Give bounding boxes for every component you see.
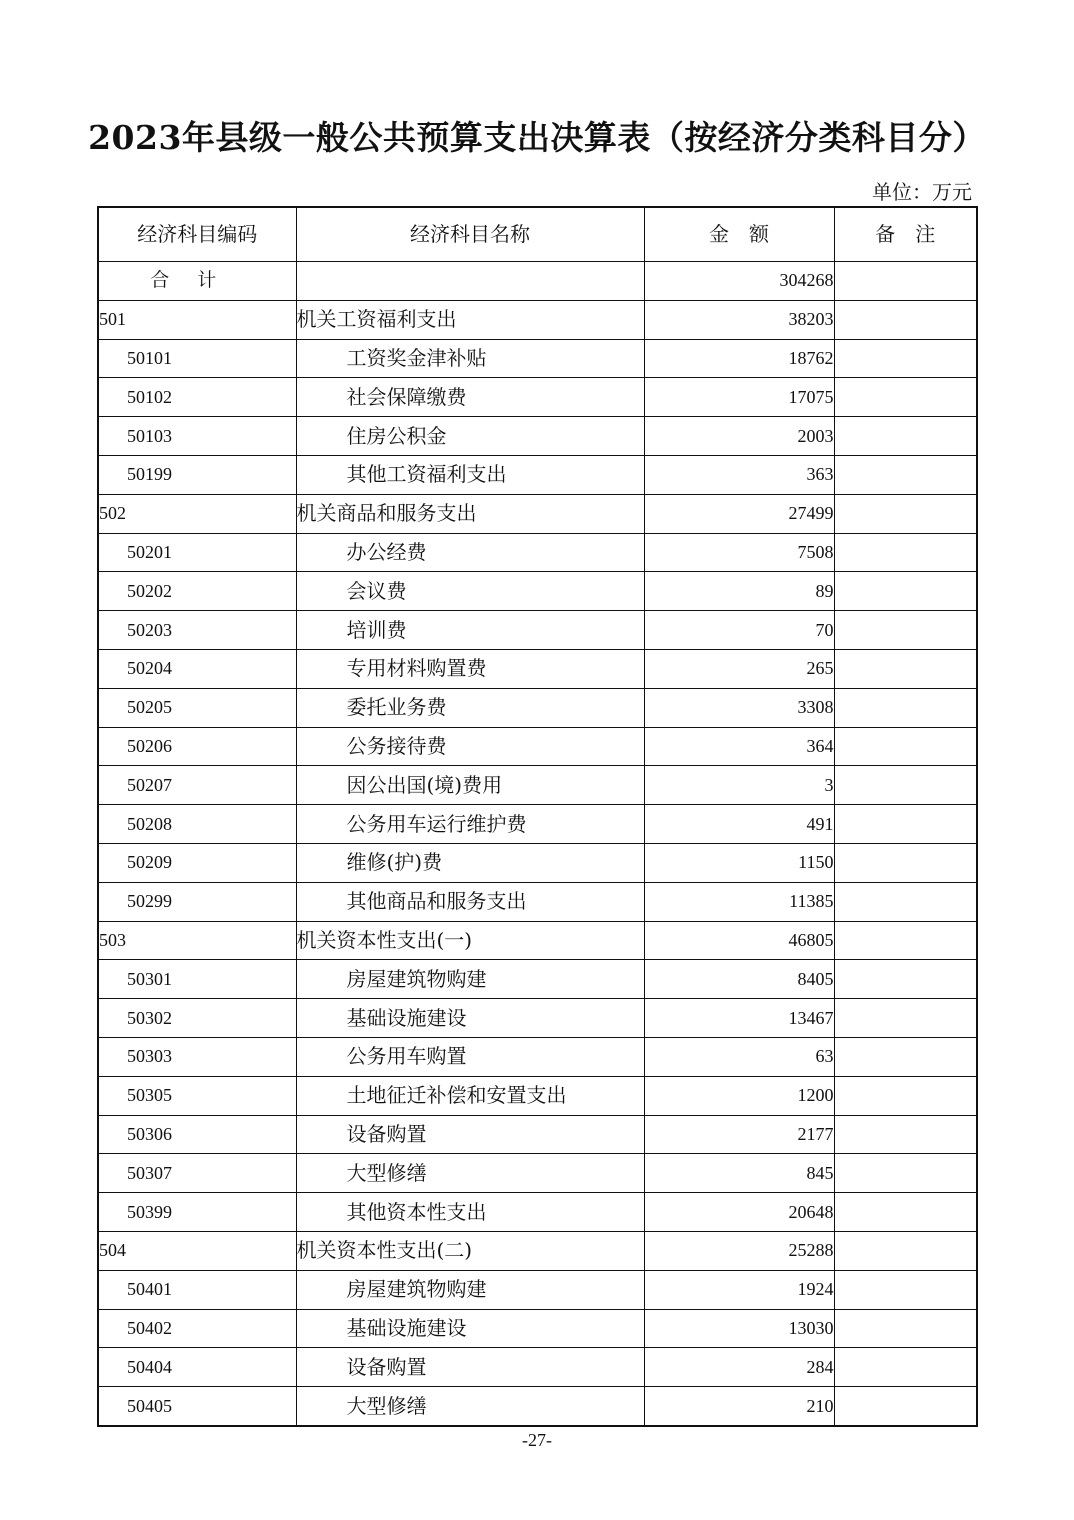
table-row (98, 960, 977, 999)
row-amount: 1924 (644, 1270, 834, 1309)
row-name: 机关商品和服务支出 (296, 494, 644, 533)
table-row (98, 727, 977, 766)
row-code: 50303 (98, 1037, 296, 1076)
row-amount: 210 (644, 1387, 834, 1426)
row-name: 公务用车运行维护费 (296, 805, 644, 844)
row-name: 办公经费 (296, 533, 644, 572)
total-label: 合计 (98, 262, 296, 301)
row-name: 专用材料购置费 (296, 649, 644, 688)
row-code: 50199 (98, 455, 296, 494)
row-amount: 13030 (644, 1309, 834, 1348)
table-row (98, 572, 977, 611)
row-code: 50306 (98, 1115, 296, 1154)
row-name: 机关工资福利支出 (296, 300, 644, 339)
row-amount: 265 (644, 649, 834, 688)
row-code: 50208 (98, 805, 296, 844)
row-note (834, 417, 977, 456)
column-header-amount: 金 额 (644, 207, 834, 262)
row-name: 维修(护)费 (296, 843, 644, 882)
row-code: 50201 (98, 533, 296, 572)
row-amount: 2003 (644, 417, 834, 456)
row-code: 50405 (98, 1387, 296, 1426)
row-note (834, 805, 977, 844)
total-name-cell (296, 262, 644, 301)
row-code: 50204 (98, 649, 296, 688)
row-note (834, 999, 977, 1038)
table-row (98, 1270, 977, 1309)
row-amount: 364 (644, 727, 834, 766)
row-name: 住房公积金 (296, 417, 644, 456)
row-amount: 491 (644, 805, 834, 844)
row-name: 因公出国(境)费用 (296, 766, 644, 805)
total-row (98, 262, 977, 301)
row-code: 50307 (98, 1154, 296, 1193)
row-amount: 1200 (644, 1076, 834, 1115)
total-amount: 304268 (644, 262, 834, 301)
table-row (98, 1348, 977, 1387)
row-code: 50206 (98, 727, 296, 766)
row-note (834, 1193, 977, 1232)
row-note (834, 455, 977, 494)
row-name: 机关资本性支出(二) (296, 1231, 644, 1270)
row-note (834, 843, 977, 882)
table-row (98, 494, 977, 533)
table-row (98, 843, 977, 882)
row-amount: 20648 (644, 1193, 834, 1232)
row-name: 设备购置 (296, 1348, 644, 1387)
expenditure-table (97, 206, 978, 1427)
row-note (834, 339, 977, 378)
row-name: 房屋建筑物购建 (296, 1270, 644, 1309)
row-amount: 11385 (644, 882, 834, 921)
row-note (834, 378, 977, 417)
row-name: 会议费 (296, 572, 644, 611)
row-code: 501 (98, 300, 296, 339)
table-row (98, 999, 977, 1038)
page-title: 2023年县级一般公共预算支出决算表（按经济分类科目分） (88, 118, 986, 157)
table-row (98, 1387, 977, 1426)
row-name: 其他工资福利支出 (296, 455, 644, 494)
table-row (98, 805, 977, 844)
column-header-name: 经济科目名称 (296, 207, 644, 262)
row-amount: 38203 (644, 300, 834, 339)
row-code: 50399 (98, 1193, 296, 1232)
row-amount: 17075 (644, 378, 834, 417)
row-code: 50302 (98, 999, 296, 1038)
row-code: 502 (98, 494, 296, 533)
row-name: 社会保障缴费 (296, 378, 644, 417)
row-note (834, 572, 977, 611)
row-name: 委托业务费 (296, 688, 644, 727)
row-amount: 2177 (644, 1115, 834, 1154)
row-code: 503 (98, 921, 296, 960)
row-name: 基础设施建设 (296, 999, 644, 1038)
row-code: 50207 (98, 766, 296, 805)
row-code: 50203 (98, 611, 296, 650)
row-note (834, 1309, 977, 1348)
row-name: 基础设施建设 (296, 1309, 644, 1348)
column-header-note: 备 注 (834, 207, 977, 262)
table-row (98, 378, 977, 417)
row-amount: 18762 (644, 339, 834, 378)
table-row (98, 417, 977, 456)
table-row (98, 1309, 977, 1348)
row-amount: 845 (644, 1154, 834, 1193)
row-note (834, 960, 977, 999)
row-name: 土地征迁补偿和安置支出 (296, 1076, 644, 1115)
row-code: 50305 (98, 1076, 296, 1115)
row-amount: 8405 (644, 960, 834, 999)
row-code: 50202 (98, 572, 296, 611)
table-row (98, 649, 977, 688)
row-amount: 363 (644, 455, 834, 494)
row-amount: 3 (644, 766, 834, 805)
column-header-code: 经济科目编码 (98, 207, 296, 262)
row-name: 工资奖金津补贴 (296, 339, 644, 378)
row-note (834, 1387, 977, 1426)
table-row (98, 300, 977, 339)
row-note (834, 921, 977, 960)
row-amount: 25288 (644, 1231, 834, 1270)
row-note (834, 649, 977, 688)
row-name: 公务接待费 (296, 727, 644, 766)
row-note (834, 688, 977, 727)
row-code: 50299 (98, 882, 296, 921)
unit-label: 单位：万元 (872, 180, 972, 204)
table-row (98, 533, 977, 572)
row-code: 50101 (98, 339, 296, 378)
row-note (834, 1076, 977, 1115)
row-name: 其他商品和服务支出 (296, 882, 644, 921)
table-row (98, 1076, 977, 1115)
row-name: 大型修缮 (296, 1387, 644, 1426)
row-code: 50301 (98, 960, 296, 999)
row-amount: 7508 (644, 533, 834, 572)
row-note (834, 1037, 977, 1076)
total-note-cell (834, 262, 977, 301)
table-row (98, 1154, 977, 1193)
row-note (834, 882, 977, 921)
row-note (834, 1348, 977, 1387)
row-amount: 89 (644, 572, 834, 611)
row-amount: 1150 (644, 843, 834, 882)
row-name: 机关资本性支出(一) (296, 921, 644, 960)
row-name: 大型修缮 (296, 1154, 644, 1193)
row-code: 50103 (98, 417, 296, 456)
row-name: 设备购置 (296, 1115, 644, 1154)
row-amount: 70 (644, 611, 834, 650)
row-amount: 27499 (644, 494, 834, 533)
row-note (834, 1115, 977, 1154)
table-row (98, 455, 977, 494)
table-row (98, 688, 977, 727)
row-amount: 3308 (644, 688, 834, 727)
row-note (834, 300, 977, 339)
row-code: 50404 (98, 1348, 296, 1387)
page-number: -27- (522, 1430, 552, 1450)
table-header-row (98, 207, 977, 262)
row-note (834, 1270, 977, 1309)
row-name: 房屋建筑物购建 (296, 960, 644, 999)
row-code: 50205 (98, 688, 296, 727)
table-row (98, 921, 977, 960)
row-code: 50402 (98, 1309, 296, 1348)
row-name: 公务用车购置 (296, 1037, 644, 1076)
row-name: 培训费 (296, 611, 644, 650)
table-row (98, 1231, 977, 1270)
row-amount: 63 (644, 1037, 834, 1076)
table-row (98, 1115, 977, 1154)
row-name: 其他资本性支出 (296, 1193, 644, 1232)
row-code: 50209 (98, 843, 296, 882)
row-code: 50401 (98, 1270, 296, 1309)
table-row (98, 1193, 977, 1232)
row-note (834, 766, 977, 805)
row-note (834, 727, 977, 766)
table-row (98, 339, 977, 378)
row-note (834, 1154, 977, 1193)
row-note (834, 1231, 977, 1270)
row-code: 50102 (98, 378, 296, 417)
table-row (98, 882, 977, 921)
row-note (834, 494, 977, 533)
row-code: 504 (98, 1231, 296, 1270)
row-note (834, 533, 977, 572)
table-row (98, 1037, 977, 1076)
row-amount: 13467 (644, 999, 834, 1038)
row-amount: 284 (644, 1348, 834, 1387)
row-note (834, 611, 977, 650)
table-row (98, 611, 977, 650)
row-amount: 46805 (644, 921, 834, 960)
table-row (98, 766, 977, 805)
